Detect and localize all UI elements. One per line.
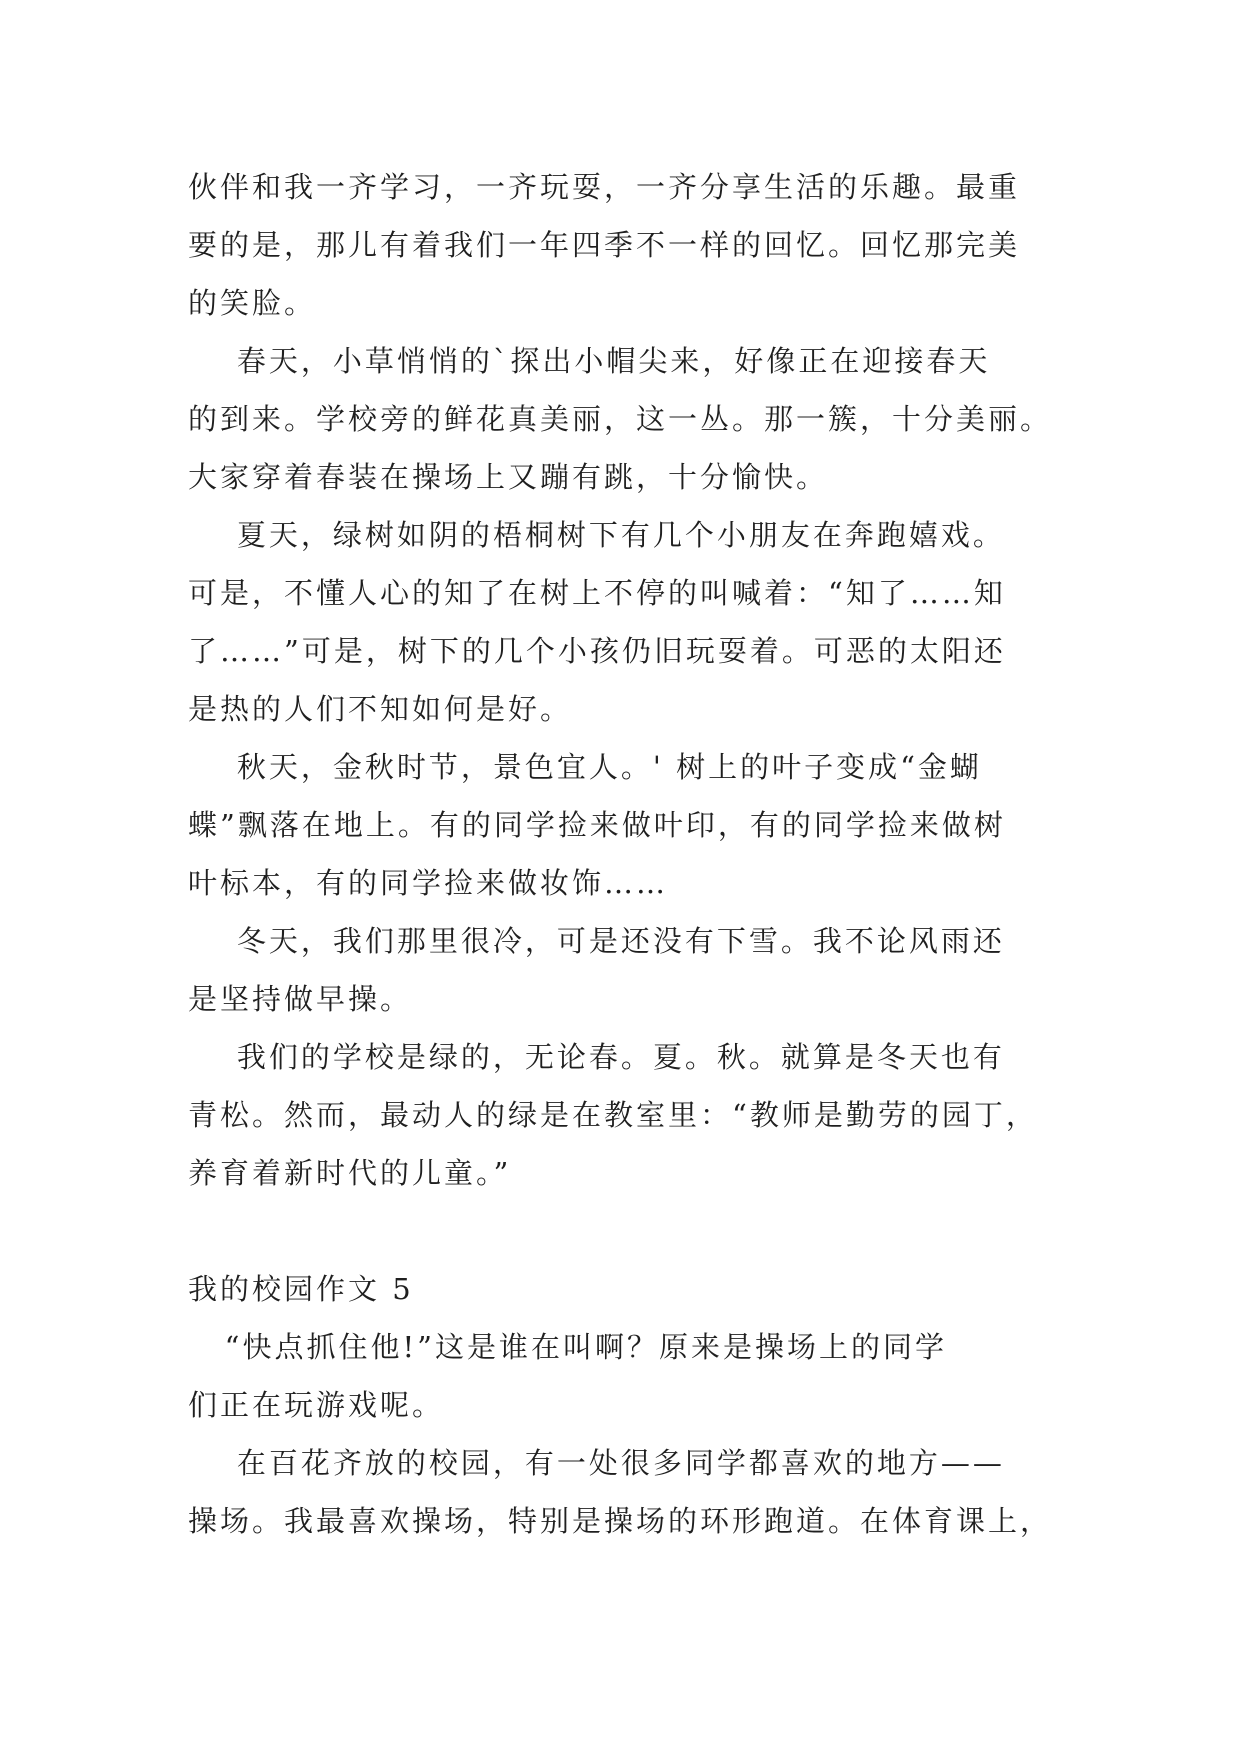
text-line: 是热的人们不知如何是好。	[188, 692, 573, 726]
text-line: 冬天，我们那里很冷，可是还没有下雪。我不论风雨还	[188, 924, 1005, 958]
text-line: 可是，不懂人心的知了在树上不停的叫喊着：“知了……知	[188, 576, 1006, 610]
text-line: 在百花齐放的校园，有一处很多同学都喜欢的地方——	[188, 1446, 1005, 1480]
text-line: 们正在玩游戏呢。	[188, 1388, 445, 1422]
paragraph	[188, 506, 1068, 738]
text-line: 大家穿着春装在操场上又蹦有跳，十分愉快。	[188, 460, 829, 494]
text-line: 了……”可是，树下的几个小孩仍旧玩耍着。可恶的太阳还	[188, 634, 1006, 668]
section-title: 我的校园作文 5	[188, 1272, 414, 1306]
text-line: 伙伴和我一齐学习，一齐玩耍，一齐分享生活的乐趣。最重	[188, 170, 1021, 204]
text-line: 的到来。学校旁的鲜花真美丽，这一丛。那一簇，十分美丽。	[188, 402, 1053, 436]
text-line: 秋天，金秋时节，景色宜人。' 树上的叶子变成“金蝴	[188, 750, 982, 784]
paragraph	[188, 738, 1068, 912]
section-spacer	[188, 1202, 1068, 1260]
paragraph	[188, 1028, 1068, 1202]
text-line: “快点抓住他!”这是谁在叫啊？原来是操场上的同学	[188, 1330, 947, 1364]
paragraph	[188, 158, 1068, 332]
text-line: 我们的学校是绿的，无论春。夏。秋。就算是冬天也有	[188, 1040, 1005, 1074]
text-line: 青松。然而，最动人的绿是在教室里：“教师是勤劳的园丁，	[188, 1098, 1038, 1132]
paragraph	[188, 332, 1068, 506]
text-line: 要的是，那儿有着我们一年四季不一样的回忆。回忆那完美	[188, 228, 1021, 262]
paragraph	[188, 1318, 1068, 1434]
text-line: 夏天，绿树如阴的梧桐树下有几个小朋友在奔跑嬉戏。	[188, 518, 1005, 552]
text-line: 春天，小草悄悄的`探出小帽尖来，好像正在迎接春天	[188, 344, 991, 378]
text-line: 蝶”飘落在地上。有的同学捡来做叶印，有的同学捡来做树	[188, 808, 1006, 842]
paragraph	[188, 1434, 1068, 1550]
text-line: 养育着新时代的儿童。”	[188, 1156, 512, 1190]
document-body	[188, 158, 1068, 1550]
paragraph	[188, 912, 1068, 1028]
text-line: 叶标本，有的同学捡来做妆饰……	[188, 866, 669, 900]
text-line: 是坚持做早操。	[188, 982, 413, 1016]
text-line: 的笑脸。	[188, 286, 317, 320]
text-line: 操场。我最喜欢操场，特别是操场的环形跑道。在体育课上，	[188, 1504, 1053, 1538]
